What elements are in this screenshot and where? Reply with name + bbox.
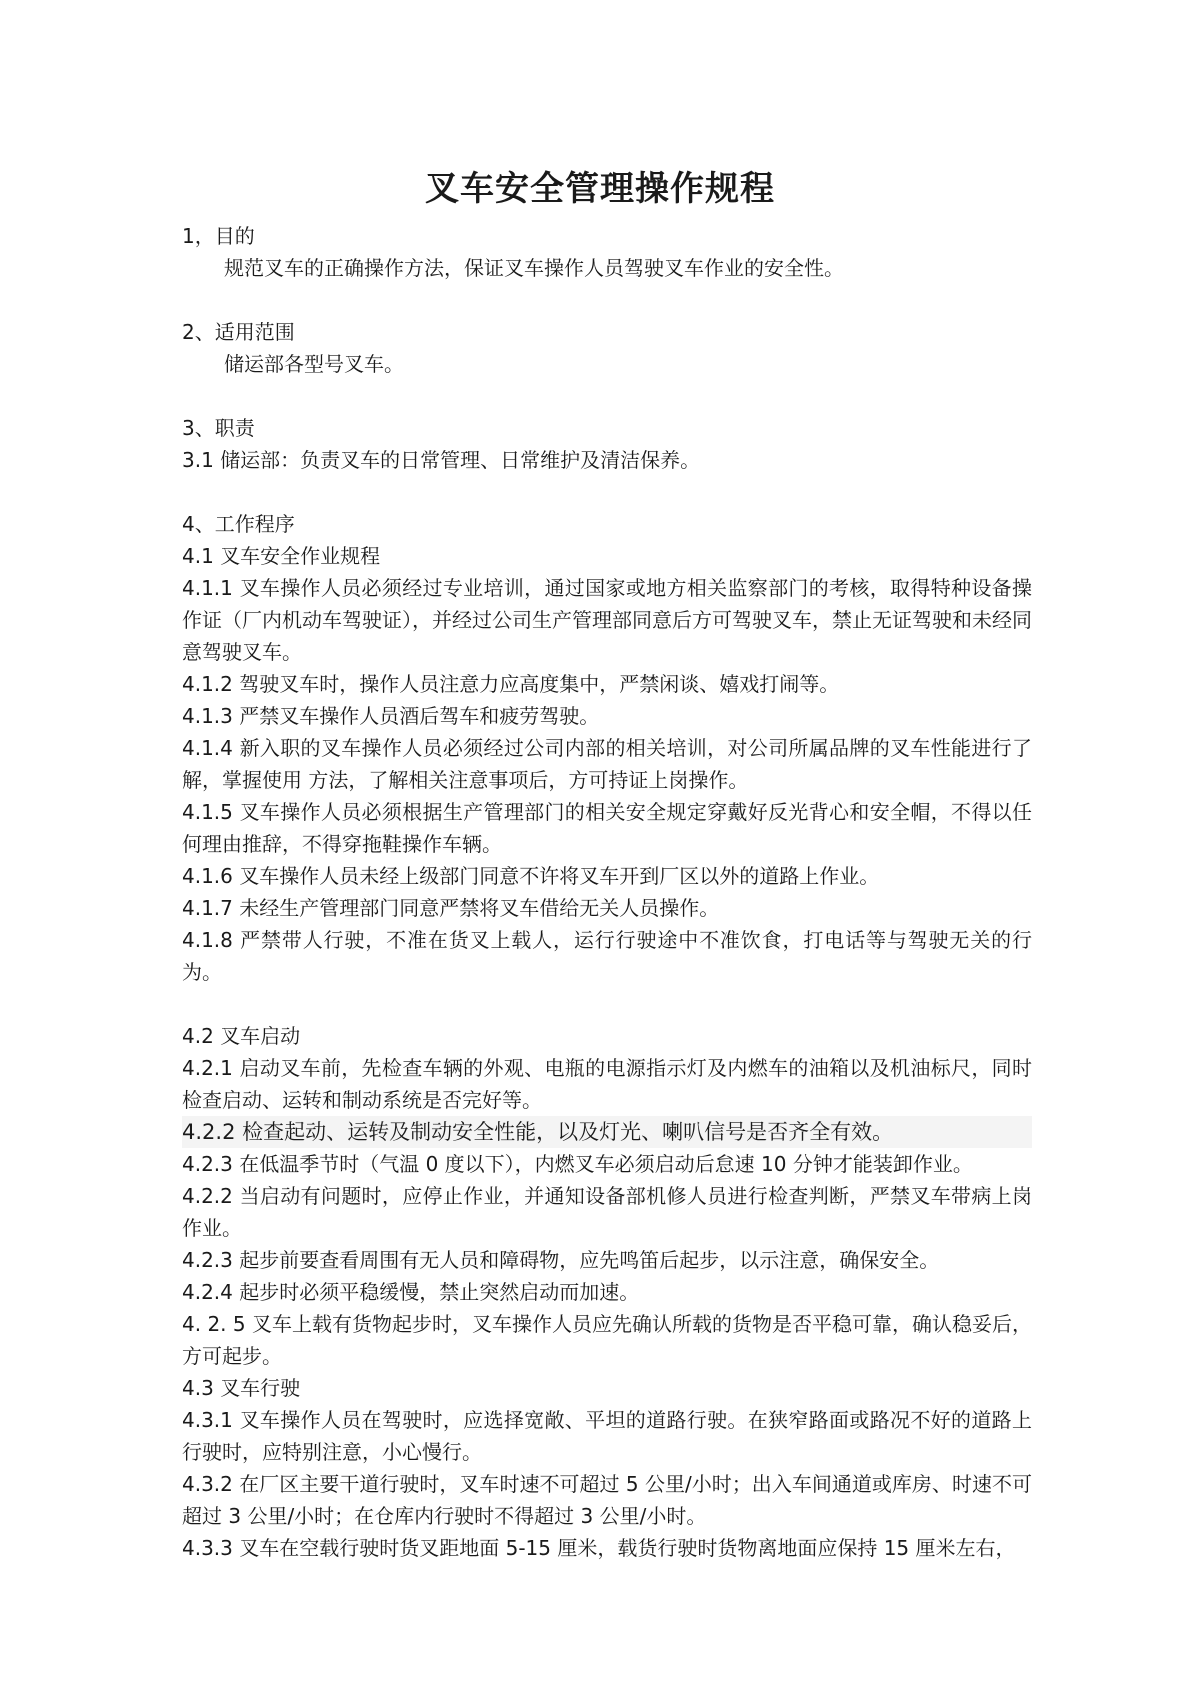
subsection-heading-4-1: 4.1 叉车安全作业规程 bbox=[182, 544, 381, 568]
spacer bbox=[182, 284, 1032, 316]
clause-4-1-8: 4.1.8 严禁带人行驶，不准在货叉上载人，运行行驶途中不准饮食，打电话等与驾驶无关的行为。 bbox=[182, 928, 1032, 984]
clause-4-2-1: 4.2.1 启动叉车前，先检查车辆的外观、电瓶的电源指示灯及内燃车的油箱以及机油标尺，同时检查启动、运转和制动系统是否完好等。 bbox=[182, 1056, 1032, 1112]
section-heading-duties: 3、职责 bbox=[182, 416, 255, 440]
clause-4-3-1: 4.3.1 叉车操作人员在驾驶时，应选择宽敞、平坦的道路行驶。在狭窄路面或路况不好的道路上行驶时，应特别注意，小心慢行。 bbox=[182, 1408, 1032, 1464]
clause-4-2-2-startup-problem: 4.2.2 当启动有问题时，应停止作业，并通知设备部机修人员进行检查判断，严禁叉车带病上岗作业。 bbox=[182, 1184, 1032, 1240]
purpose-text: 规范叉车的正确操作方法，保证叉车操作人员驾驶叉车作业的安全性。 bbox=[224, 256, 844, 280]
section-heading-scope: 2、适用范围 bbox=[182, 320, 295, 344]
subsection-heading-4-3: 4.3 叉车行驶 bbox=[182, 1376, 301, 1400]
spacer bbox=[182, 988, 1032, 1020]
scope-text: 储运部各型号叉车。 bbox=[224, 352, 404, 376]
duties-text: 3.1 储运部：负责叉车的日常管理、日常维护及清洁保养。 bbox=[182, 448, 701, 472]
clause-4-1-4: 4.1.4 新入职的叉车操作人员必须经过公司内部的相关培训，对公司所属品牌的叉车性能进行了解，掌握使用 方法，了解相关注意事项后，方可持证上岗操作。 bbox=[182, 736, 1032, 792]
section-heading-procedure: 4、工作程序 bbox=[182, 512, 295, 536]
clause-4-2-3-low-temp: 4.2.3 在低温季节时（气温 0 度以下），内燃叉车必须启动后怠速 10 分钟才能装卸作业。 bbox=[182, 1152, 973, 1176]
section-heading-purpose: 1，目的 bbox=[182, 224, 255, 248]
clause-4-1-2: 4.1.2 驾驶叉车时，操作人员注意力应高度集中，严禁闲谈、嬉戏打闹等。 bbox=[182, 672, 840, 696]
clause-4-1-6: 4.1.6 叉车操作人员未经上级部门同意不许将叉车开到厂区以外的道路上作业。 bbox=[182, 864, 880, 888]
document-title: 叉车安全管理操作规程 bbox=[425, 169, 775, 209]
spacer bbox=[182, 380, 1032, 412]
clause-4-1-1: 4.1.1 叉车操作人员必须经过专业培训，通过国家或地方相关监察部门的考核，取得特种设备操作证（厂内机动车驾驶证），并经过公司生产管理部同意后方可驾驶叉车，禁止无证驾驶和未经同意驾驶叉车。 bbox=[182, 576, 1032, 664]
clause-4-2-5: 4. 2. 5 叉车上载有货物起步时，叉车操作人员应先确认所载的货物是否平稳可靠，确认稳妥后，方可起步。 bbox=[182, 1312, 1032, 1368]
clause-4-1-7: 4.1.7 未经生产管理部门同意严禁将叉车借给无关人员操作。 bbox=[182, 896, 720, 920]
clause-4-3-2: 4.3.2 在厂区主要干道行驶时，叉车时速不可超过 5 公里/小时；出入车间通道或库房、时速不可超过 3 公里/小时；在仓库内行驶时不得超过 3 公里/小时。 bbox=[182, 1472, 1032, 1528]
clause-4-1-3: 4.1.3 严禁叉车操作人员酒后驾车和疲劳驾驶。 bbox=[182, 704, 600, 728]
subsection-heading-4-2: 4.2 叉车启动 bbox=[182, 1024, 301, 1048]
clause-4-2-3-check-surroundings: 4.2.3 起步前要查看周围有无人员和障碍物，应先鸣笛后起步，以示注意，确保安全。 bbox=[182, 1248, 940, 1272]
clause-4-1-5: 4.1.5 叉车操作人员必须根据生产管理部门的相关安全规定穿戴好反光背心和安全帽，不得以任何理由推辞，不得穿拖鞋操作车辆。 bbox=[182, 800, 1032, 856]
clause-4-2-4: 4.2.4 起步时必须平稳缓慢，禁止突然启动而加速。 bbox=[182, 1280, 640, 1304]
document-body bbox=[182, 220, 1032, 1564]
clause-4-3-3: 4.3.3 叉车在空载行驶时货叉距地面 5-15 厘米，载货行驶时货物离地面应保持 15 厘米左右， bbox=[182, 1536, 1016, 1560]
clause-4-2-2-highlighted: 4.2.2 检查起动、运转及制动安全性能，以及灯光、喇叭信号是否齐全有效。 bbox=[182, 1116, 1032, 1148]
spacer bbox=[182, 476, 1032, 508]
